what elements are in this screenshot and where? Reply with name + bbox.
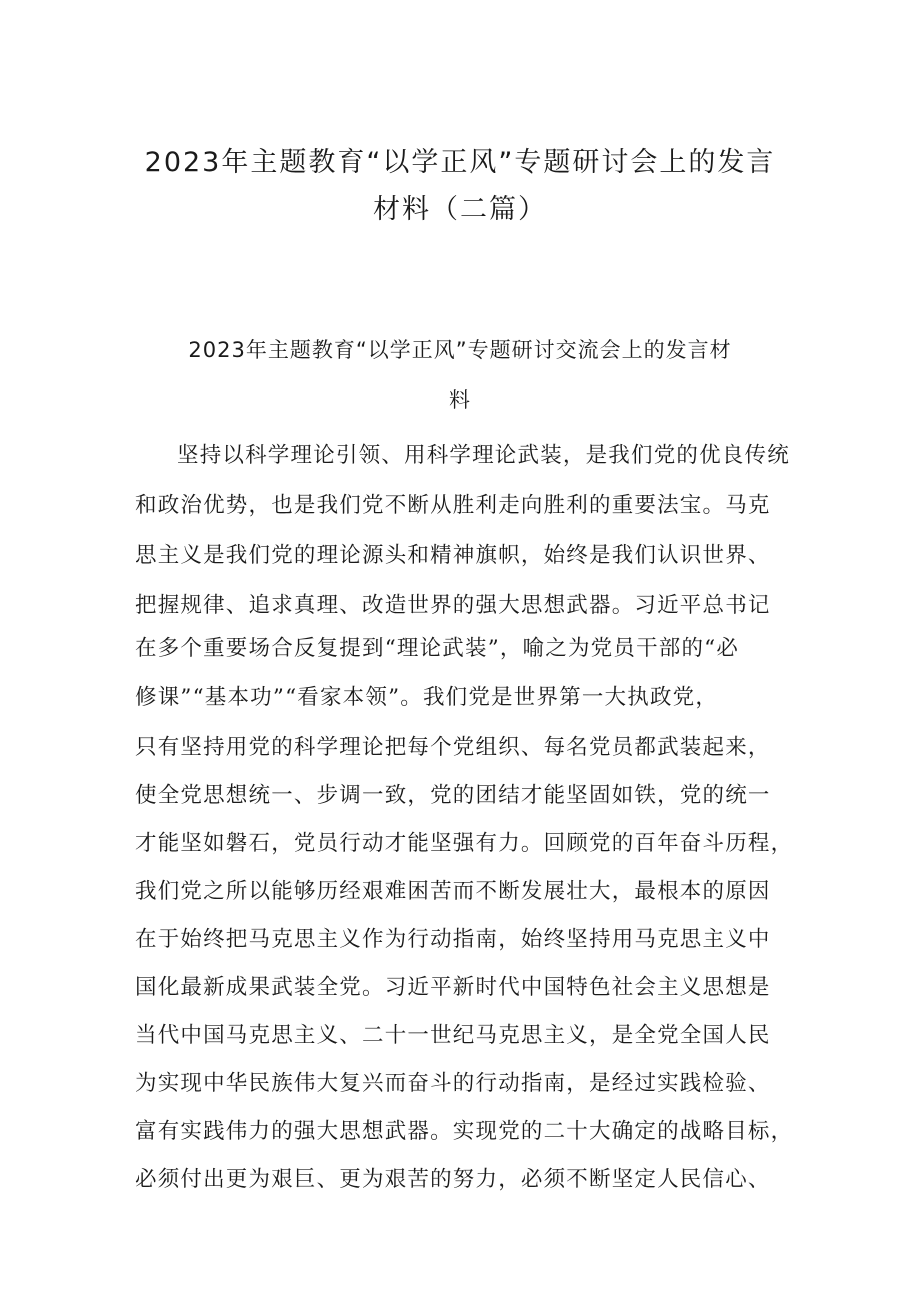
body-line-14: 为实现中华民族伟大复兴而奋斗的行动指南，是经过实践检验、	[135, 1071, 771, 1096]
section-title-line-1: 2023年主题教育“以学正风”专题研讨交流会上的发言材	[188, 338, 732, 362]
section-title-line-2: 料	[449, 388, 471, 412]
body-line-4: 把握规律、追求真理、改造世界的强大思想武器。习近平总书记	[135, 593, 771, 618]
body-line-8: 使全党思想统一、步调一致，党的团结才能坚固如铁，党的统一	[135, 783, 771, 808]
body-line-1: 坚持以科学理论引领、用科学理论武装，是我们党的优良传统	[177, 443, 790, 468]
document-title-line-1: 2023年主题教育“以学正风”专题研讨会上的发言	[144, 147, 776, 178]
body-line-9: 才能坚如磐石，党员行动才能坚强有力。回顾党的百年奋斗历程，	[135, 831, 794, 856]
body-line-3: 思主义是我们党的理论源头和精神旗帜，始终是我们认识世界、	[135, 543, 771, 568]
body-line-6: 修课”“基本功”“看家本领”。我们党是世界第一大执政党，	[135, 685, 719, 710]
body-line-16: 必须付出更为艰巨、更为艰苦的努力，必须不断坚定人民信心、	[135, 1167, 771, 1192]
body-line-13: 当代中国马克思主义、二十一世纪马克思主义，是全党全国人民	[135, 1023, 771, 1048]
body-line-11: 在于始终把马克思主义作为行动指南，始终坚持用马克思主义中	[135, 927, 771, 952]
body-line-2: 和政治优势，也是我们党不断从胜利走向胜利的重要法宝。马克	[135, 493, 771, 518]
body-line-10: 我们党之所以能够历经艰难困苦而不断发展壮大，最根本的原因	[135, 879, 771, 904]
body-line-12: 国化最新成果武装全党。习近平新时代中国特色社会主义思想是	[135, 975, 771, 1000]
body-line-7: 只有坚持用党的科学理论把每个党组织、每名党员都武装起来，	[135, 735, 771, 760]
document-title-line-2: 材料（二篇）	[373, 194, 547, 225]
body-line-5: 在多个重要场合反复提到“理论武装”，喻之为党员干部的“必	[135, 636, 740, 661]
body-line-15: 富有实践伟力的强大思想武器。实现党的二十大确定的战略目标，	[135, 1119, 794, 1144]
